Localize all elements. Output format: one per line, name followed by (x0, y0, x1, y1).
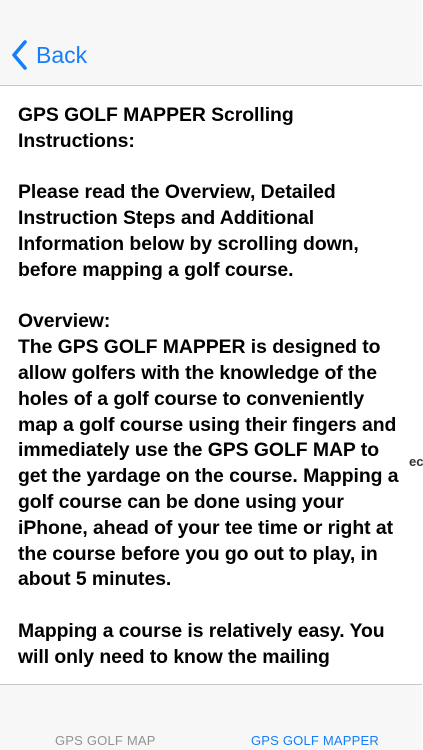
back-button[interactable] (10, 38, 87, 72)
back-button-label: Back (36, 42, 88, 68)
instructions-intro: Please read the Overview, Detailed Instruction Steps and Additional Information below by scrolling down, before mapping a golf course. (18, 181, 359, 281)
instructions-text[interactable] (18, 86, 404, 684)
navigation-bar (0, 0, 422, 86)
tab-gps-golf-map[interactable]: GPS GOLF MAP (55, 733, 156, 748)
tab-bar (0, 684, 422, 750)
instructions-title: GPS GOLF MAPPER Scrolling Instructions: (18, 104, 294, 152)
mapping-section: Mapping a course is relatively easy. You will only need to know the mailing (18, 619, 385, 668)
tab-gps-golf-mapper[interactable]: GPS GOLF MAPPER (251, 733, 379, 748)
clipped-side-text: ec (409, 454, 423, 469)
overview-section: Overview: The GPS GOLF MAPPER is designed to allow golfers with the knowledge of the holes of a golf course to conveniently map a golf course using their fingers and immediately use the GPS GOLF MAP to get the yardage on the course. Mapping a golf course can be done using your iPhone, ahead of your tee time or right at the course before you go out to play, in about 5 minutes. (18, 310, 399, 591)
chevron-left-icon (10, 39, 30, 71)
